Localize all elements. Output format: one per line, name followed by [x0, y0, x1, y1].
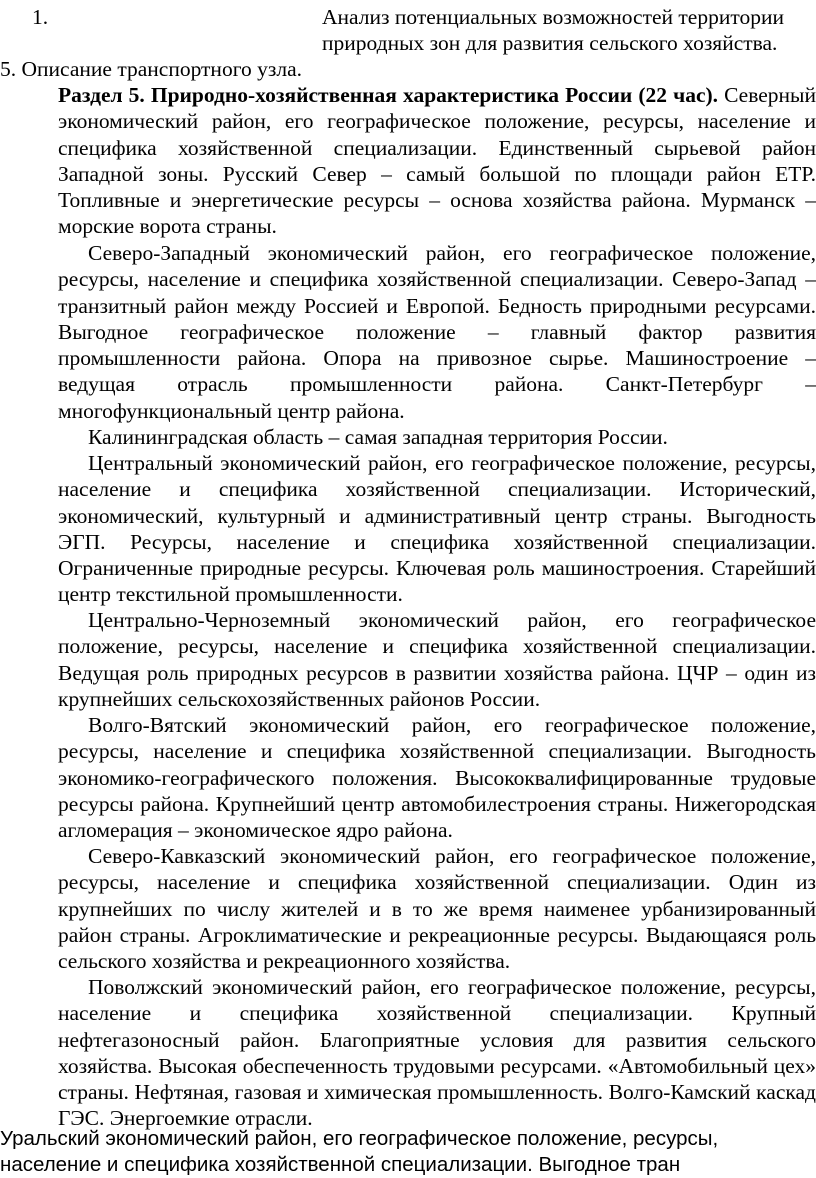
paragraph-volgavyatka: Волго-Вятский экономический район, его географическое положение, ресурсы, население и специфика хозяйственной специализации. Выгодность экономико-географического положения. Высококвалифицированные трудовые ресурсы района. Крупнейший центр автомобилестроения страны. Нижегородская агломерация – экономическое ядро района. — [58, 713, 816, 843]
paragraph-northcaucasus: Северо-Кавказский экономический район, его географическое положение, ресурсы, население и специфика хозяйственной специализации. Один из крупнейших по числу жителей и в то же время наименее урбанизированный район страны. Агроклиматические и рекреационные ресурсы. Выдающаяся роль сельского хозяйства и рекреационного хозяйства. — [58, 844, 816, 974]
section-intro: Северный экономический район, его географическое положение, ресурсы, население и специфика хозяйственной специализации. Единственный сырьевой район Западной зоны. Русский Север – самый большой по площади район ЕТР. Топливные и энергетические ресурсы – основа хозяйства района. Мурманск – морские ворота страны. — [58, 83, 816, 239]
paragraph-kaliningrad: Калининградская область – самая западная территория России. — [88, 425, 668, 449]
paragraph-chernozem: Центрально-Черноземный экономический район, его географическое положение, ресурсы, население и специфика хозяйственной специализации. Ведущая роль природных ресурсов в развитии хозяйства района. ЦЧР – один из крупнейших сельскохозяйственных районов России. — [58, 608, 816, 711]
ural-line-2: население и специфика хозяйственной специализации. Выгодное тран — [0, 1153, 681, 1176]
section-paragraph — [58, 82, 816, 240]
paragraph-central: Центральный экономический район, его географическое положение, ресурсы, население и специфика хозяйственной специализации. Исторический, экономический, культурный и административный центр страны. Выгодность ЭГП. Ресурсы, население и специфика хозяйственной специализации. Ограниченные природные ресурсы. Ключевая роль машиностроения. Старейший центр текстильной промышленности. — [58, 451, 816, 607]
list-item-number: 1. — [32, 5, 49, 29]
ural-line-1: Уральский экономический район, его географическое положение, ресурсы, — [0, 1127, 719, 1150]
paragraph-volga: Поволжский экономический район, его географическое положение, ресурсы, население и специфика хозяйственной специализации. Крупный нефтегазоносный район. Благоприятные условия для развития сельского хозяйства. Высокая обеспеченность трудовыми ресурсами. «Автомобильный цех» страны. Нефтяная, газовая и химическая промышленность. Волго-Камский каскад ГЭС. Энергоемкие отрасли. — [58, 975, 816, 1131]
list-item-5: 5. Описание транспортного узла. — [0, 57, 302, 81]
paragraph-northwest: Северо-Западный экономический район, его географическое положение, ресурсы, население и специфика хозяйственной специализации. Северо-Запад – транзитный район между Россией и Европой. Бедность природными ресурсами. Выгодное географическое положение – главный фактор развития промышленности района. Опора на привозное сырье. Машиностроение – ведущая отрасль промышленности района. Санкт-Петербург – многофункциональный центр района. — [58, 241, 816, 423]
section-heading: Раздел 5. Природно-хозяйственная характеристика России (22 час). — [58, 83, 719, 107]
list-item-text: Анализ потенциальных возможностей территории природных зон для развития сельского хозяйства. — [322, 5, 784, 55]
